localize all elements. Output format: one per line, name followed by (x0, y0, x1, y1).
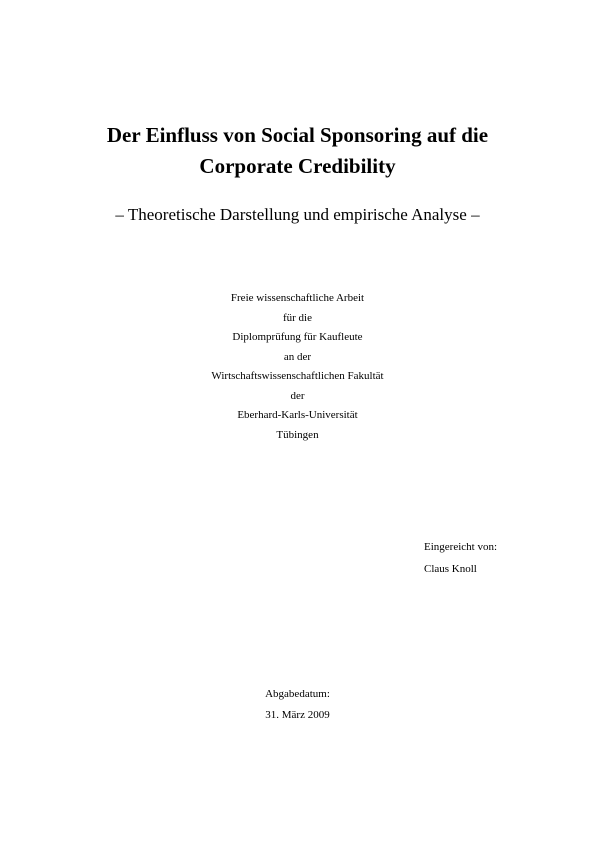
document-title-line-2: Corporate Credibility (199, 154, 396, 178)
submission-date: 31. März 2009 (265, 709, 330, 721)
author-name: Claus Knoll (424, 563, 477, 575)
submission-date-block (0, 684, 595, 726)
document-title (0, 120, 595, 182)
submitted-by-label: Eingereicht von: (424, 541, 498, 553)
thesis-info-line: Freie wissenschaftliche Arbeit (230, 292, 365, 304)
thesis-info-line: Wirtschaftswissenschaftlichen Fakultät (211, 370, 384, 382)
thesis-info-line: für die (282, 311, 312, 324)
thesis-info-block (0, 289, 595, 445)
submission-date-label: Abgabedatum: (265, 688, 330, 700)
thesis-info-line: der (290, 389, 305, 402)
thesis-info-line: an der (283, 350, 312, 363)
document-title-line-1: Der Einfluss von Social Sponsoring auf die (106, 123, 489, 147)
submitted-by-block (424, 536, 497, 580)
document-subtitle: – Theoretische Darstellung und empirische Analyse – (115, 205, 480, 224)
thesis-info-line: Tübingen (276, 428, 319, 441)
thesis-info-line: Eberhard-Karls-Universität (237, 409, 358, 421)
thesis-info-line: Diplomprüfung für Kaufleute (232, 331, 363, 343)
